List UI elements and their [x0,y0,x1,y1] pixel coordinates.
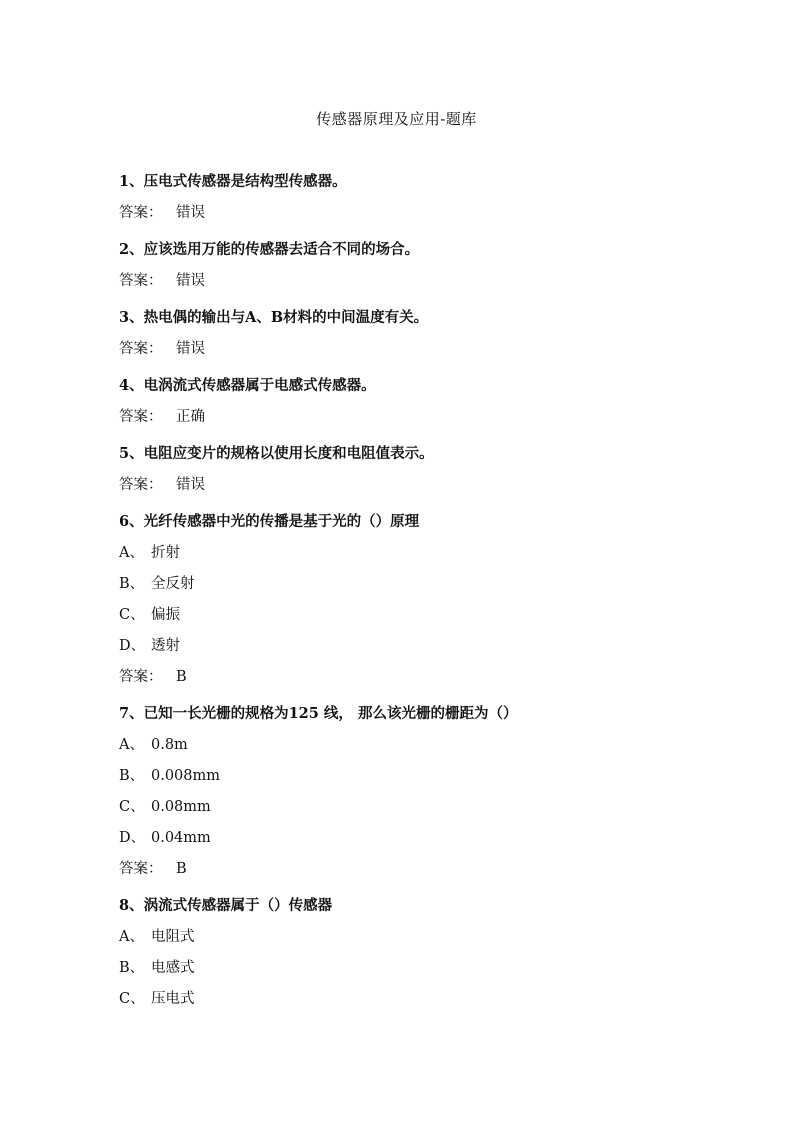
option-row [119,574,679,594]
question-text: 7、已知一长光栅的规格为125 线， 那么该光栅的栅距为（） [119,705,518,722]
answer-row [119,271,679,291]
answer-row [119,407,679,427]
option-text: 电感式 [151,960,195,976]
answer-value: 错误 [176,273,205,289]
question-item [119,512,679,687]
option-row [119,927,679,947]
option-row [119,605,679,625]
question-text: 6、光纤传感器中光的传播是基于光的（）原理 [119,513,420,530]
option-text: 压电式 [151,991,195,1007]
answer-label: 答案： [119,341,163,357]
option-row [119,958,679,978]
option-row [119,828,679,848]
answer-value: 错误 [176,341,205,357]
answer-label: 答案： [119,205,163,221]
question-item [119,308,679,359]
option-row [119,989,679,1009]
question-item [119,704,679,879]
option-letter: C、 [119,607,145,623]
question-item [119,896,679,1009]
option-letter: B、 [119,576,145,592]
answer-label: 答案： [119,409,163,425]
option-row [119,797,679,817]
option-text: 0.04mm [151,830,211,846]
answer-label: 答案： [119,273,163,289]
page-title: 传感器原理及应用-题库 [316,110,477,128]
option-text: 0.8m [151,737,188,753]
answer-value: 错误 [176,205,205,221]
option-letter: B、 [119,960,145,976]
option-row [119,766,679,786]
answer-row [119,475,679,495]
question-item [119,172,679,223]
answer-row [119,667,679,687]
option-letter: B、 [119,768,145,784]
question-item [119,444,679,495]
answer-row [119,339,679,359]
question-text: 5、电阻应变片的规格以使用长度和电阻值表示。 [119,445,434,462]
answer-label: 答案： [119,861,163,877]
option-text: 折射 [151,545,180,561]
option-row [119,543,679,563]
question-text: 2、应该选用万能的传感器去适合不同的场合。 [119,241,420,258]
answer-label: 答案： [119,477,163,493]
question-item [119,376,679,427]
answer-value: 错误 [176,477,205,493]
option-text: 全反射 [151,576,195,592]
option-text: 透射 [151,638,180,654]
answer-row [119,859,679,879]
option-text: 0.08mm [151,799,211,815]
option-text: 偏振 [151,607,180,623]
question-text: 1、压电式传感器是结构型传感器。 [119,173,347,190]
option-row [119,735,679,755]
question-text: 4、电涡流式传感器属于电感式传感器。 [119,377,376,394]
option-letter: A、 [119,737,144,753]
answer-value: 正确 [176,409,205,425]
question-list [119,172,679,1020]
option-letter: A、 [119,929,144,945]
option-letter: D、 [119,830,146,846]
option-letter: D、 [119,638,146,654]
option-letter: C、 [119,991,145,1007]
answer-value: B [176,669,187,685]
question-text: 3、热电偶的输出与A、B材料的中间温度有关。 [119,309,429,326]
option-text: 0.008mm [151,768,221,784]
option-letter: C、 [119,799,145,815]
option-row [119,636,679,656]
question-text: 8、涡流式传感器属于（）传感器 [119,897,333,914]
option-letter: A、 [119,545,144,561]
answer-row [119,203,679,223]
question-item [119,240,679,291]
answer-value: B [176,861,187,877]
answer-label: 答案： [119,669,163,685]
option-text: 电阻式 [151,929,195,945]
